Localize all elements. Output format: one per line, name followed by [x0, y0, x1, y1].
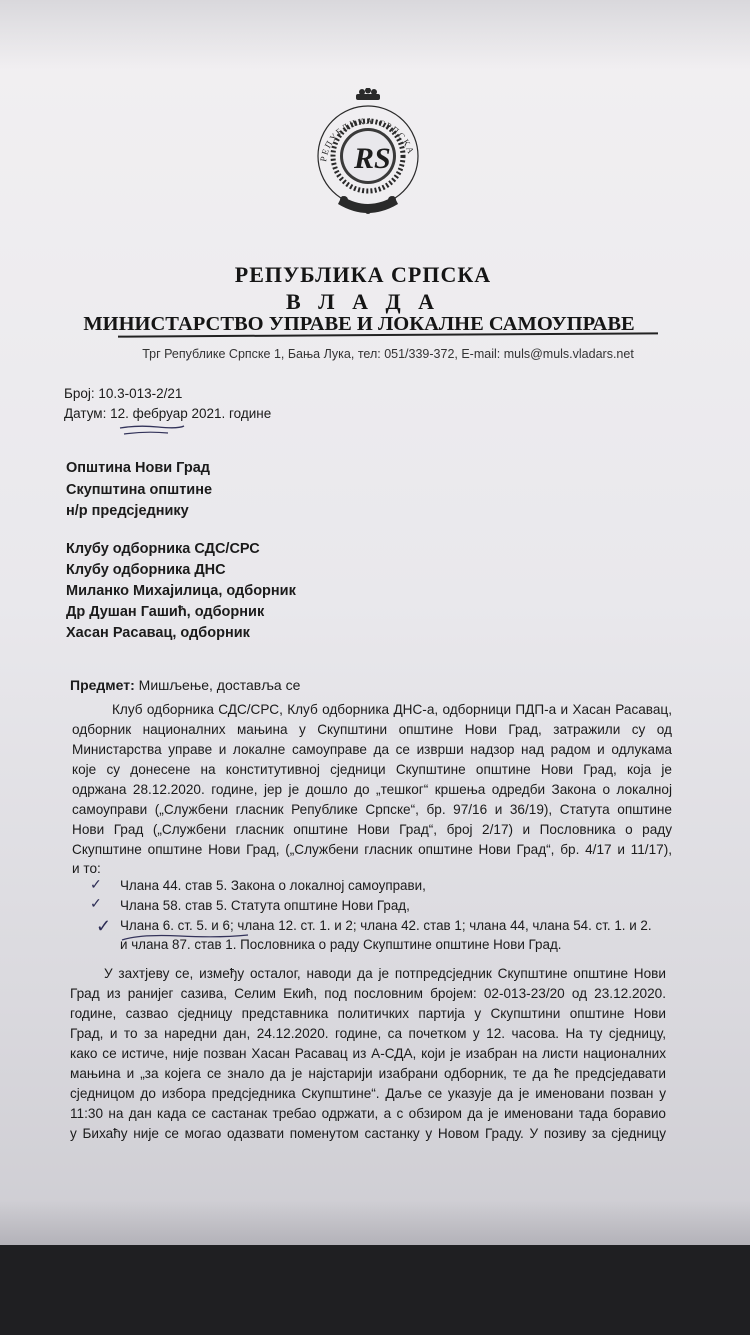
- paragraph2-line-1: У захтјеву се, између осталог, наводи да је потпредсједник Скупштине општине Нови: [104, 966, 666, 981]
- subject-label: Предмет:: [70, 677, 135, 693]
- recipient-line-1: Општина Нови Град: [66, 460, 210, 476]
- paragraph2-line-6: мањина и „за којега се знало да је најстарији изабрани одборник, те да ће предсједавати: [70, 1066, 666, 1081]
- svg-text:RS: RS: [354, 142, 391, 175]
- recipient-line-2: Скупштина општине: [66, 482, 213, 498]
- copy-recipient-2: Клубу одборника ДНС: [66, 562, 226, 578]
- list-item-1: Члана 44. став 5. Закона о локалној самоуправи,: [120, 878, 426, 893]
- paragraph2-line-5: како се истиче, није позван Хасан Расавац из А-СДА, који је изабран на листи националних: [70, 1046, 666, 1061]
- paragraph1-line-9: и то:: [72, 861, 101, 876]
- document-number: Број: 10.3-013-2/21: [64, 386, 183, 401]
- government-heading: В Л А Д А: [286, 289, 440, 314]
- paragraph1-line-8: Скупштине општине Нови Град, („Службени гласник општине Нови Град“, бр. 4/17 и 11/17),: [72, 842, 672, 857]
- list-item-2: Члана 58. став 5. Статута општине Нови Град,: [120, 898, 410, 913]
- pen-underline-mark: [120, 932, 250, 944]
- paragraph2-line-2: Град из ранијег сазива, Селим Екић, под пословним бројем: 02-013-23/20 од 23.12.2020.: [70, 986, 666, 1001]
- republic-heading: РЕПУБЛИКА СРПСКА: [234, 262, 492, 287]
- paragraph2-line-4: Град, и то за наредни дан, 24.12.2020. године, са почетком у 12. часова. На ту сједницу,: [70, 1026, 666, 1041]
- paragraph2-line-7: сједницом до избора предсједника Скупштине“. Даље се указује да је именовани позван у: [70, 1086, 666, 1101]
- subject-line: [70, 677, 300, 693]
- ministry-heading: МИНИСТАРСТВО УПРАВЕ И ЛОКАЛНЕ САМОУПРАВЕ: [83, 313, 635, 335]
- paragraph2-line-3: године, сазвао сједницу представника политичких партија у Скупштини општине Нови: [70, 1006, 666, 1021]
- paragraph1-line-2: одборник националних мањина у Скупштини општине Нови Град, затражили су од: [72, 722, 672, 737]
- copy-recipient-4: Др Душан Гашић, одборник: [66, 604, 265, 620]
- crest-legend: РЕПУБЛИКА СРПСКА: [318, 115, 417, 163]
- list-item-4: и члана 87. став 1. Пословника о раду Скупштине општине Нови Град.: [120, 937, 562, 952]
- check-mark-icon: ✓: [96, 916, 112, 936]
- copy-recipient-1: Клубу одборника СДС/СРС: [66, 541, 260, 557]
- paragraph1-line-4: које су донесене на конститутивној сједници Скупштине општине Нови Град, која је: [72, 762, 672, 777]
- recipient-line-3: н/р предсједнику: [66, 503, 189, 519]
- coat-of-arms-icon: [312, 88, 424, 226]
- paragraph1-line-7: Нови Град („Службени гласник општине Нови Град“, број 2/17) и Пословника о раду: [72, 822, 672, 837]
- subject-text: Мишљење, доставља се: [138, 677, 301, 693]
- copy-recipient-3: Миланко Михајилица, одборник: [66, 583, 296, 599]
- ministry-address: Трг Републике Српске 1, Бања Лука, тел: 051/339-372, E-mail: muls@muls.vladars.net: [142, 347, 634, 361]
- check-mark-icon: ✓: [90, 895, 102, 911]
- paragraph2-line-9: у Бихаћу није се могао одазвати поменутом састанку у Новом Граду. У позиву за сједницу: [70, 1126, 666, 1141]
- document-date: Датум: 12. фебруар 2021. године: [64, 406, 272, 421]
- paragraph1-line-1: Клуб одборника СДС/СРС, Клуб одборника ДНС-а, одборници ПДП-а и Хасан Расавац,: [112, 702, 672, 717]
- check-mark-icon: ✓: [90, 876, 102, 892]
- list-item-3: Члана 6. ст. 5. и 6; члана 12. ст. 1. и 2; члана 42. став 1; члана 44, члана 54. ст. 1. и 2.: [120, 918, 652, 933]
- paragraph1-line-5: одржана 28.12.2020. године, јер је дошло до „тешког“ кршења одредби Закона о локалној: [72, 782, 672, 797]
- background-surface: [0, 1245, 750, 1335]
- page-shadow-top: [0, 0, 750, 70]
- paragraph1-line-3: Министарства управе и локалне самоуправе да се изврши надзор над радом и одлукама: [72, 742, 672, 757]
- paragraph1-line-6: самоуправи („Службени гласник Републике Српске“, бр. 97/16 и 36/19), Статута општине: [72, 802, 672, 817]
- pen-underline-mark: [118, 422, 188, 438]
- paragraph2-line-8: 11:30 на дан када се састанак требао одржати, а с обзиром да је именовани тада боравио: [70, 1106, 666, 1121]
- copy-recipient-5: Хасан Расавац, одборник: [66, 625, 250, 641]
